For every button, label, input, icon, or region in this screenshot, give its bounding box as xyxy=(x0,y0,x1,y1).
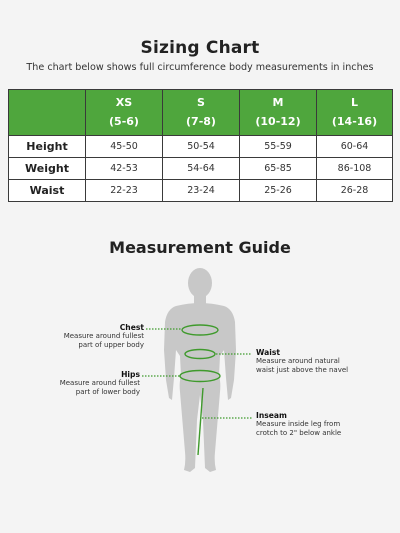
table-cell: 55-59 xyxy=(240,136,317,158)
table-cell: 65-85 xyxy=(240,158,317,180)
table-cell: 25-26 xyxy=(240,180,317,202)
chest-name: Chest xyxy=(119,323,144,332)
size-label: M xyxy=(272,96,284,109)
chest-label xyxy=(40,324,144,349)
waist-label xyxy=(256,349,348,374)
inseam-desc-line2: crotch to 2" below ankle xyxy=(256,428,342,437)
inseam-label xyxy=(256,412,341,437)
size-label: S xyxy=(197,96,205,109)
hips-name: Hips xyxy=(121,370,140,379)
table-cell: 54-64 xyxy=(163,158,240,180)
size-range: (7-8) xyxy=(186,115,216,128)
body-shape xyxy=(164,303,236,472)
row-label: Waist xyxy=(9,180,86,202)
page-subtitle: The chart below shows full circumference body measurements in inches xyxy=(26,62,374,73)
table-cell: 23-24 xyxy=(163,180,240,202)
hips-label xyxy=(36,371,140,396)
guide-title: Measurement Guide xyxy=(109,238,291,257)
hips-desc-line1: Measure around fullest xyxy=(59,379,140,388)
table-cell: 60-64 xyxy=(317,136,393,158)
inseam-name: Inseam xyxy=(256,411,287,420)
table-cell: 42-53 xyxy=(86,158,163,180)
head-shape xyxy=(188,268,212,298)
table-cell: 26-28 xyxy=(317,180,393,202)
row-label: Height xyxy=(9,136,86,158)
size-range: (5-6) xyxy=(109,115,139,128)
table-cell: 45-50 xyxy=(86,136,163,158)
size-label: XS xyxy=(115,96,133,109)
table-cell: 86-108 xyxy=(317,158,393,180)
waist-desc-line2: waist just above the navel xyxy=(256,365,349,374)
page-title: Sizing Chart xyxy=(140,38,260,58)
hips-desc-line2: part of lower body xyxy=(75,387,140,396)
row-label: Weight xyxy=(9,158,86,180)
table-cell: 22-23 xyxy=(86,180,163,202)
waist-name: Waist xyxy=(256,348,280,357)
table-cell: 50-54 xyxy=(163,136,240,158)
size-range: (10-12) xyxy=(255,115,301,128)
waist-desc-line1: Measure around natural xyxy=(256,357,340,366)
size-label: L xyxy=(350,96,358,109)
size-range: (14-16) xyxy=(331,115,378,128)
chest-desc-line2: part of upper body xyxy=(78,340,144,349)
inseam-desc-line1: Measure inside leg from xyxy=(256,420,341,429)
chest-desc-line1: Measure around fullest xyxy=(63,332,144,341)
